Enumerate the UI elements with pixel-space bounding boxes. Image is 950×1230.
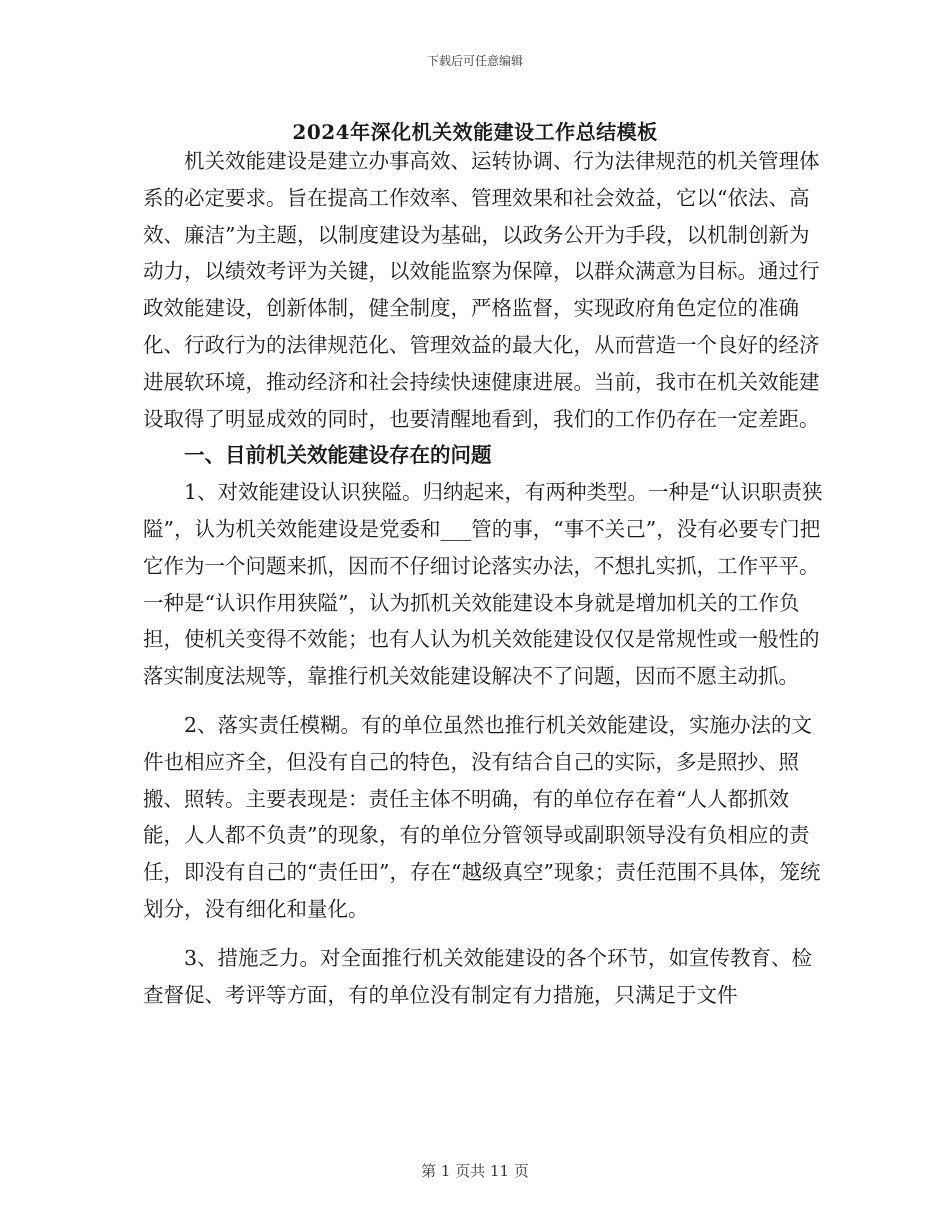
page-number: 第 1 页共 11 页 bbox=[421, 1162, 529, 1180]
problem-item-3: 3、措施乏力。对全面推行机关效能建设的各个环节，如宣传教育、检查督促、考评等方面，有的单位没有制定有力措施，只满足于文件 bbox=[143, 945, 813, 1007]
intro-paragraph: 机关效能建设是建立办事高效、运转协调、行为法律规范的机关管理体系的必定要求。旨在提高工作效率、管理效果和社会效益，它以“依法、高效、廉洁”为主题，以制度建设为基础，以政务公开为手段，以机制创新为动力，以绩效考评为关键，以效能监察为保障，以群众满意为目标。通过行政效能建设，创新体制，健全制度，严格监督，实现政府角色定位的准确化、行政行为的法律规范化、管理效益的最大化，从而营造一个良好的经济进展软环境，推动经济和社会持续快速健康进展。当前，我市在机关效能建设取得了明显成效的同时，也要清醒地看到，我们的工作仍存在一定差距。 bbox=[143, 149, 820, 431]
section-heading: 一、目前机关效能建设存在的问题 bbox=[184, 443, 492, 468]
problem-item-1: 1、对效能建设认识狭隘。归纳起来，有两种类型。一种是“认识职责狭隘”，认为机关效能建设是党委和___管的事，“事不关己”，没有必要专门把它作为一个问题来抓，因而不仔细讨论落实办法，不想扎实抓，工作平平。一种是“认识作用狭隘”，认为抓机关效能建设本身就是增加机关的工作负担，使机关变得不效能；也有人认为机关效能建设仅仅是常规性或一般性的落实制度法规等，靠推行机关效能建设解决不了问题，因而不愿主动抓。 bbox=[143, 480, 823, 689]
document-title: 2024年深化机关效能建设工作总结模板 bbox=[292, 120, 658, 144]
document-body bbox=[143, 143, 823, 1013]
header-note: 下载后可任意编辑 bbox=[426, 54, 523, 68]
problem-item-2: 2、落实责任模糊。有的单位虽然也推行机关效能建设，实施办法的文件也相应齐全，但没有自己的特色，没有结合自己的实际，多是照抄、照搬、照转。主要表现是：责任主体不明确，有的单位存在着“人人都抓效能，人人都不负责”的现象，有的单位分管领导或副职领导没有负相应的责任，即没有自己的“责任田”，存在“越级真空”现象；责任范围不具体，笼统划分，没有细化和量化。 bbox=[143, 712, 821, 921]
